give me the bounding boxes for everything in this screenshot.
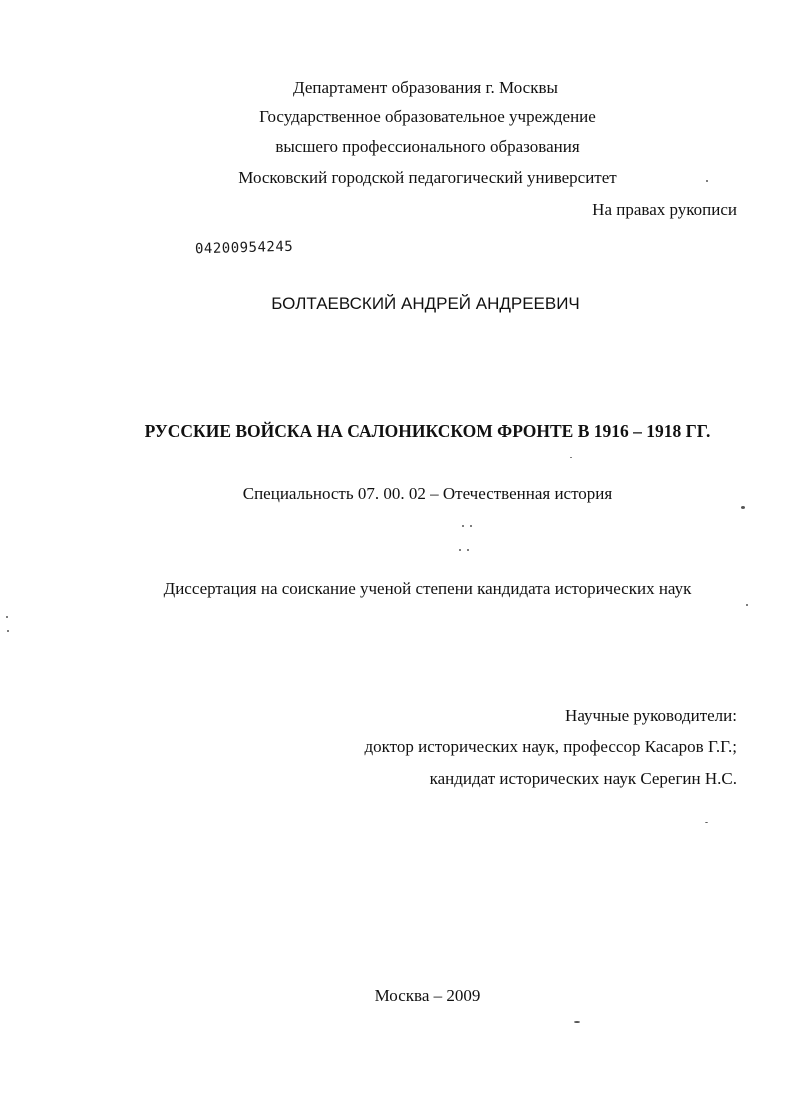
scan-speck <box>459 549 461 551</box>
supervisor-second: кандидат исторических наук Серегин Н.С. <box>429 769 737 788</box>
manuscript-note: На правах рукописи <box>592 200 737 219</box>
scan-speck <box>706 180 708 182</box>
scan-speck <box>470 525 472 527</box>
scan-speck <box>574 1021 580 1023</box>
scan-speck <box>570 457 572 458</box>
catalog-number-stamp: 04200954245 <box>194 238 294 258</box>
dissertation-note: Диссертация на соискание ученой степени кандидата исторических наук <box>163 579 692 598</box>
scan-speck <box>705 822 708 823</box>
scan-speck <box>746 604 748 606</box>
scan-speck <box>462 525 464 527</box>
scan-speck <box>6 616 8 618</box>
city-year-footer: Москва – 2009 <box>374 986 481 1005</box>
author-name: БОЛТАЕВСКИЙ АНДРЕЙ АНДРЕЕВИЧ <box>271 294 580 313</box>
specialty-line: Специальность 07. 00. 02 – Отечественная история <box>242 484 613 503</box>
scan-speck <box>7 630 9 632</box>
supervisor-first: доктор исторических наук, профессор Касаров Г.Г.; <box>364 737 737 756</box>
scan-speck <box>741 506 745 509</box>
education-level-line: высшего профессионального образования <box>275 137 580 156</box>
scan-speck <box>467 549 469 551</box>
department-line: Департамент образования г. Москвы <box>293 78 558 97</box>
dissertation-title: РУССКИЕ ВОЙСКА НА САЛОНИКСКОМ ФРОНТЕ В 1916 – 1918 ГГ. <box>144 421 711 441</box>
university-line: Московский городской педагогический университет <box>238 168 617 187</box>
supervisors-heading: Научные руководители: <box>565 706 737 725</box>
institution-type-line: Государственное образовательное учреждение <box>259 107 596 126</box>
